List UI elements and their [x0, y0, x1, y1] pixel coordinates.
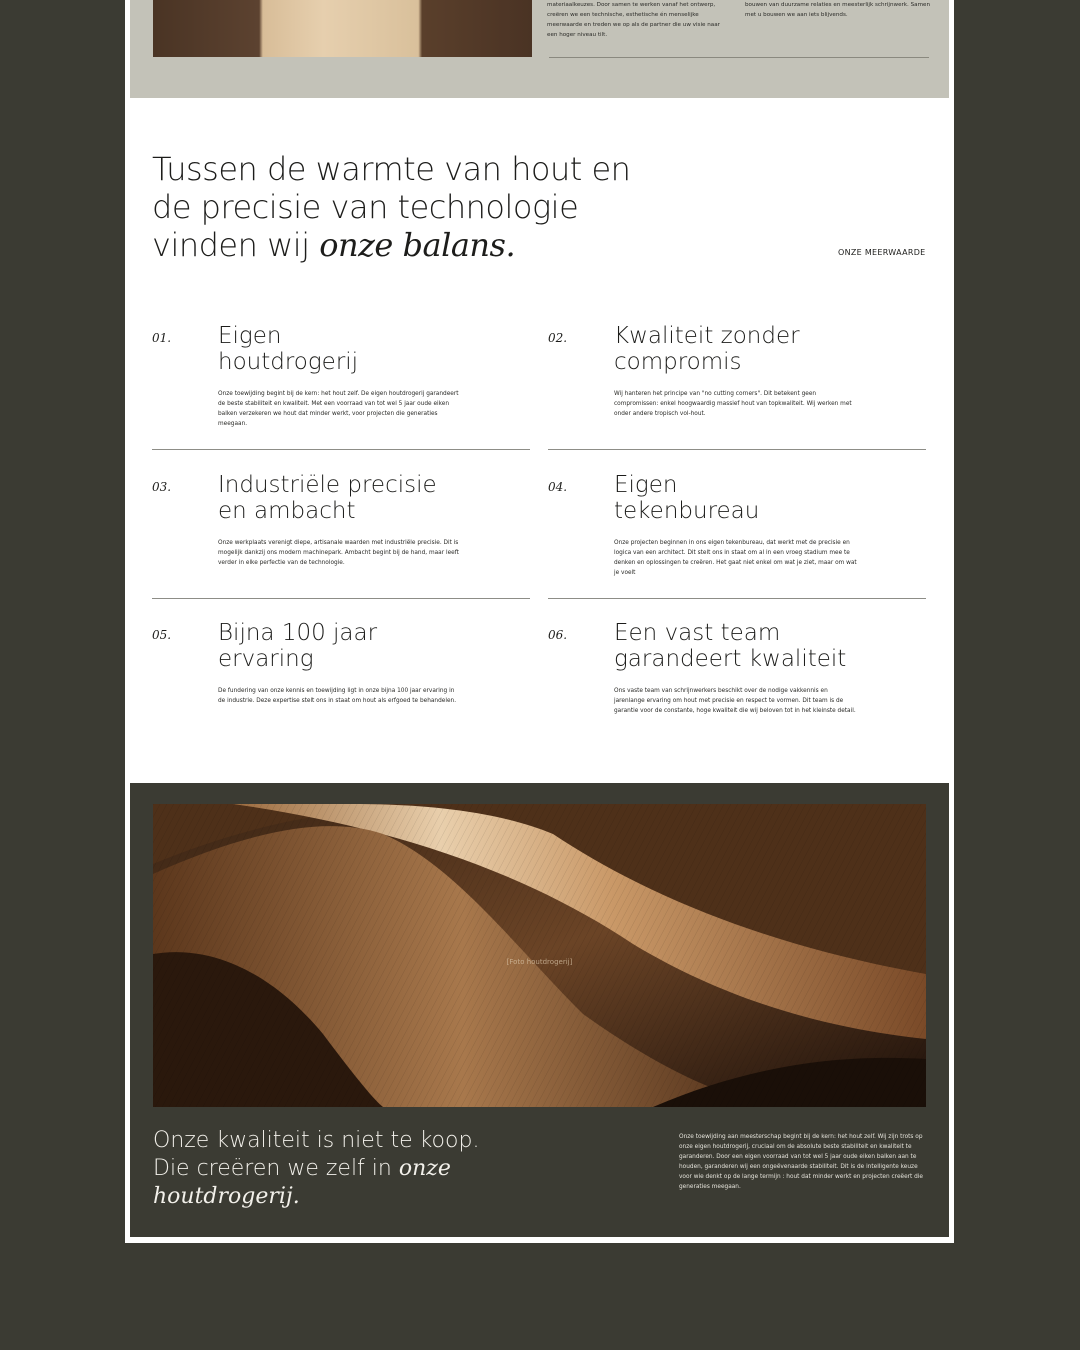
feature-title: Industriële precisie en ambacht — [218, 472, 437, 524]
feature-number: 04. — [548, 480, 568, 494]
feature-number: 06. — [548, 628, 568, 642]
section-tag: ONZE MEERWAARDE — [838, 248, 926, 257]
headline-line-2: de precisie van technologie — [152, 188, 579, 226]
feature-item — [548, 323, 926, 450]
feature-item — [548, 472, 926, 599]
headline-italic: onze balans. — [319, 226, 516, 264]
quote-italic-1: onze — [398, 1156, 451, 1181]
feature-item — [152, 620, 530, 747]
divider — [152, 449, 530, 450]
feature-description: Onze toewijding begint bij de kern: het hout zelf. De eigen houtdrogerij garandeert de beste stabiliteit en kwaliteit. Met een voorraad van tot wel 5 jaar oude eiken balken verzekeren we hout dat minder werkt, voor projecten die generaties meegaan. — [218, 391, 459, 427]
feature-number: 05. — [152, 628, 172, 642]
feature-description: Ons vaste team van schrijnwerkers beschikt over de nodige vakkennis en jarenlange ervaring om hout met precisie en respect te vormen. Dit team is de garantie voor de constante, hoge kwaliteit die wij beloven tot in het kleinste detail. — [614, 688, 856, 714]
feature-number: 02. — [548, 331, 568, 345]
feature-item — [152, 323, 530, 450]
intro-band — [130, 0, 949, 98]
feature-description: Wij hanteren het principe van "no cutting corners". Dit betekent geen compromissen: enkel hoogwaardig massief hout van topkwaliteit. Wij werken met onder andere tropisch vol-hout. — [614, 391, 852, 417]
wood-panel-image — [153, 0, 532, 57]
feature-title: Eigen tekenbureau — [614, 472, 760, 524]
quality-quote — [153, 1127, 583, 1211]
feature-description: Onze werkplaats verenigt diepe, artisanale waarden met industriële precisie. Dit is mogelijk dankzij ons modern machinepark. Ambacht begint bij de hand, maar leeft verder in elke perfectie van de technologie. — [218, 540, 459, 566]
intro-text-right: bouwen van duurzame relaties en meesterlijk schrijnwerk. Samen met u bouwen we aan iets blijvends. — [745, 2, 931, 18]
divider — [152, 598, 530, 599]
feature-item — [152, 472, 530, 599]
wood-grain-photo — [153, 804, 926, 1107]
feature-title: Een vast team garandeert kwaliteit — [614, 620, 847, 672]
headline-line-1: Tussen de warmte van hout en — [152, 150, 631, 188]
quote-italic-2: houtdrogerij. — [153, 1184, 300, 1209]
feature-title: Bijna 100 jaar ervaring — [218, 620, 378, 672]
intro-text-left: materiaalkeuzes. Door samen te werken vanaf het ontwerp, creëren we een technische, esthetische én menselijke meerwaarde en treden we op als de partner die uw visie naar een hoger niveau tilt. — [547, 2, 720, 38]
feature-number: 03. — [152, 480, 172, 494]
divider — [548, 449, 926, 450]
photo-placeholder-label: [Foto houtdrogerij] — [506, 958, 573, 966]
content-frame — [125, 0, 954, 1243]
feature-item — [548, 620, 926, 747]
quote-line-1: Onze kwaliteit is niet te koop. — [153, 1128, 480, 1153]
wood-grain-illustration — [153, 804, 926, 1107]
feature-description: Onze projecten beginnen in ons eigen tekenbureau, dat werkt met de precisie en logica van een architect. Dit stelt ons in staat om al in een vroeg stadium mee te denken en oplossingen te creëren. Het gaat niet enkel om wat je ziet, maar om wat je voelt — [614, 540, 857, 576]
divider — [549, 57, 929, 58]
quote-line-2: Die creëren we zelf in — [153, 1156, 399, 1181]
divider — [548, 598, 926, 599]
feature-title: Eigen houtdrogerij — [218, 323, 359, 375]
headline-line-3: vinden wij — [152, 226, 320, 264]
houtdrogerij-description: Onze toewijding aan meesterschap begint bij de kern: het hout zelf. Wij zijn trots op onze eigen houtdrogerij, cruciaal om de absolute beste stabiliteit en kwaliteit te garanderen. Door een eigen voorraad van tot wel 5 jaar oude eiken balken aan te houden, garanderen wij een ongeëvenaarde stabiliteit. Dit is de intelligente keuze voor wie denkt op de lange termijn : hout dat minder werkt en projecten creëert die generaties meegaan. — [679, 1134, 923, 1190]
section-headline — [152, 150, 712, 264]
feature-description: De fundering van onze kennis en toewijding ligt in onze bijna 100 jaar ervaring in de industrie. Deze expertise stelt ons in staat om hout als erfgoed te behandelen. — [218, 688, 457, 704]
feature-title: Kwaliteit zonder compromis — [614, 323, 800, 375]
feature-number: 01. — [152, 331, 172, 345]
houtdrogerij-section — [130, 783, 949, 1237]
